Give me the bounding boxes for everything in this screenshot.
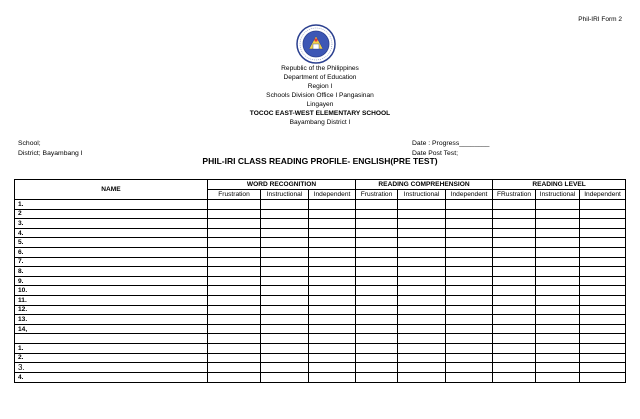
table-cell[interactable] bbox=[398, 334, 446, 344]
table-cell[interactable] bbox=[398, 219, 446, 229]
table-cell[interactable] bbox=[261, 228, 309, 238]
table-cell[interactable] bbox=[580, 219, 626, 229]
table-cell[interactable] bbox=[261, 238, 309, 248]
table-cell[interactable] bbox=[356, 315, 398, 325]
table-cell[interactable] bbox=[398, 238, 446, 248]
table-cell[interactable] bbox=[446, 247, 493, 257]
table-cell[interactable] bbox=[493, 334, 536, 344]
table-cell[interactable] bbox=[493, 286, 536, 296]
table-cell[interactable] bbox=[446, 315, 493, 325]
table-cell[interactable] bbox=[536, 209, 580, 219]
table-cell[interactable] bbox=[536, 343, 580, 353]
table-cell[interactable] bbox=[356, 363, 398, 373]
wr-independent-header: Independent bbox=[309, 190, 356, 200]
table-cell[interactable] bbox=[446, 373, 493, 383]
country-line: Republic of the Philippines bbox=[281, 65, 359, 72]
table-cell[interactable] bbox=[446, 257, 493, 267]
row-number: 2. bbox=[15, 353, 208, 363]
table-cell[interactable] bbox=[536, 257, 580, 267]
table-cell[interactable] bbox=[309, 334, 356, 344]
table-cell[interactable] bbox=[398, 276, 446, 286]
table-row bbox=[15, 295, 626, 305]
table-cell[interactable] bbox=[356, 286, 398, 296]
table-cell[interactable] bbox=[309, 324, 356, 334]
row-number: 14, bbox=[15, 324, 208, 334]
table-cell[interactable] bbox=[261, 315, 309, 325]
school-name: TOCOC EAST-WEST ELEMENTARY SCHOOL bbox=[249, 110, 391, 117]
table-cell[interactable] bbox=[493, 257, 536, 267]
table-cell[interactable] bbox=[208, 353, 261, 363]
table-cell[interactable] bbox=[536, 305, 580, 315]
table-cell[interactable] bbox=[580, 238, 626, 248]
table-cell[interactable] bbox=[208, 228, 261, 238]
table-cell[interactable] bbox=[309, 373, 356, 383]
table-cell[interactable] bbox=[261, 363, 309, 373]
table-cell[interactable] bbox=[493, 305, 536, 315]
row-number: 8. bbox=[15, 267, 208, 277]
table-cell[interactable] bbox=[446, 363, 493, 373]
table-cell[interactable] bbox=[208, 219, 261, 229]
table-cell[interactable] bbox=[356, 305, 398, 315]
table-cell[interactable] bbox=[309, 209, 356, 219]
table-cell[interactable] bbox=[356, 267, 398, 277]
row-number: 6. bbox=[15, 247, 208, 257]
division-line: Schools Division Office I Pangasinan bbox=[266, 92, 374, 99]
reading-level-header: READING LEVEL bbox=[493, 180, 626, 190]
reading-profile-table bbox=[14, 179, 626, 383]
table-cell[interactable] bbox=[398, 315, 446, 325]
table-cell[interactable] bbox=[208, 286, 261, 296]
table-cell[interactable] bbox=[309, 267, 356, 277]
table-row bbox=[15, 228, 626, 238]
table-cell[interactable] bbox=[536, 228, 580, 238]
table-cell[interactable] bbox=[309, 200, 356, 210]
table-cell[interactable] bbox=[261, 305, 309, 315]
row-number: 4. bbox=[15, 373, 208, 383]
region-line: Region I bbox=[307, 83, 333, 90]
table-cell[interactable] bbox=[536, 334, 580, 344]
table-cell[interactable] bbox=[208, 247, 261, 257]
rc-frustration-header: Frustration bbox=[356, 190, 398, 200]
department-line: Department of Education bbox=[283, 74, 357, 81]
school-field: School; bbox=[18, 140, 41, 147]
district-field: District; Bayambang I bbox=[18, 149, 83, 157]
deped-seal-icon bbox=[296, 24, 336, 64]
row-number: 13. bbox=[15, 315, 208, 325]
table-cell[interactable] bbox=[446, 209, 493, 219]
table-row bbox=[15, 200, 626, 210]
table-cell[interactable] bbox=[208, 267, 261, 277]
table-cell[interactable] bbox=[580, 305, 626, 315]
table-cell[interactable] bbox=[446, 343, 493, 353]
table-cell[interactable] bbox=[309, 295, 356, 305]
table-cell[interactable] bbox=[536, 200, 580, 210]
reading-comprehension-header: READING COMPREHENSION bbox=[356, 180, 493, 190]
table-cell[interactable] bbox=[493, 373, 536, 383]
table-cell[interactable] bbox=[356, 353, 398, 363]
table-row bbox=[15, 276, 626, 286]
table-cell[interactable] bbox=[493, 209, 536, 219]
table-row bbox=[15, 373, 626, 383]
table-cell[interactable] bbox=[446, 228, 493, 238]
row-number bbox=[15, 334, 208, 344]
table-row bbox=[15, 315, 626, 325]
row-number: 2 bbox=[15, 209, 208, 219]
table-cell[interactable] bbox=[356, 200, 398, 210]
table-cell[interactable] bbox=[356, 219, 398, 229]
table-cell[interactable] bbox=[536, 238, 580, 248]
table-cell[interactable] bbox=[208, 305, 261, 315]
table-cell[interactable] bbox=[580, 200, 626, 210]
table-row bbox=[15, 247, 626, 257]
table-cell[interactable] bbox=[398, 228, 446, 238]
name-header: NAME bbox=[15, 180, 208, 200]
table-cell[interactable] bbox=[208, 295, 261, 305]
table-cell[interactable] bbox=[398, 305, 446, 315]
table-cell[interactable] bbox=[580, 324, 626, 334]
table-cell[interactable] bbox=[398, 286, 446, 296]
table-cell[interactable] bbox=[208, 257, 261, 267]
rl-frustration-header: FRustration bbox=[493, 190, 536, 200]
table-cell[interactable] bbox=[398, 343, 446, 353]
table-cell[interactable] bbox=[309, 257, 356, 267]
table-cell[interactable] bbox=[309, 353, 356, 363]
table-cell[interactable] bbox=[261, 247, 309, 257]
table-cell[interactable] bbox=[398, 247, 446, 257]
table-cell[interactable] bbox=[536, 276, 580, 286]
table-cell[interactable] bbox=[580, 286, 626, 296]
table-cell[interactable] bbox=[580, 267, 626, 277]
table-cell[interactable] bbox=[446, 219, 493, 229]
table-cell[interactable] bbox=[398, 324, 446, 334]
table-cell[interactable] bbox=[536, 353, 580, 363]
table-cell[interactable] bbox=[493, 228, 536, 238]
wr-instructional-header: Instructional bbox=[261, 190, 309, 200]
table-cell[interactable] bbox=[398, 267, 446, 277]
row-number: 3. bbox=[15, 363, 208, 373]
table-cell[interactable] bbox=[580, 257, 626, 267]
table-cell[interactable] bbox=[536, 247, 580, 257]
rc-instructional-header: Instructional bbox=[398, 190, 446, 200]
table-cell[interactable] bbox=[261, 257, 309, 267]
table-cell[interactable] bbox=[536, 286, 580, 296]
table-cell[interactable] bbox=[261, 324, 309, 334]
table-cell[interactable] bbox=[208, 276, 261, 286]
table-cell[interactable] bbox=[580, 209, 626, 219]
rl-instructional-header: Instructional bbox=[536, 190, 580, 200]
table-cell[interactable] bbox=[356, 334, 398, 344]
row-number: 1. bbox=[15, 200, 208, 210]
wr-frustration-header: Frustration bbox=[208, 190, 261, 200]
table-cell[interactable] bbox=[261, 267, 309, 277]
table-cell[interactable] bbox=[261, 219, 309, 229]
table-cell[interactable] bbox=[536, 373, 580, 383]
table-cell[interactable] bbox=[493, 200, 536, 210]
table-cell[interactable] bbox=[261, 373, 309, 383]
table-cell[interactable] bbox=[309, 238, 356, 248]
table-cell[interactable] bbox=[493, 267, 536, 277]
table-cell[interactable] bbox=[208, 238, 261, 248]
rc-independent-header: Independent bbox=[446, 190, 493, 200]
table-cell[interactable] bbox=[309, 315, 356, 325]
table-cell[interactable] bbox=[536, 324, 580, 334]
table-cell[interactable] bbox=[446, 334, 493, 344]
row-number: 1. bbox=[15, 343, 208, 353]
table-row bbox=[15, 363, 626, 373]
table-cell[interactable] bbox=[446, 276, 493, 286]
word-recognition-header: WORD RECOGNITION bbox=[208, 180, 356, 190]
table-cell[interactable] bbox=[356, 238, 398, 248]
district-line: Bayambang District I bbox=[289, 119, 351, 126]
table-cell[interactable] bbox=[398, 200, 446, 210]
table-cell[interactable] bbox=[309, 363, 356, 373]
table-row bbox=[15, 305, 626, 315]
table-row bbox=[15, 353, 626, 363]
table-row bbox=[15, 238, 626, 248]
letterhead bbox=[0, 64, 640, 127]
table-cell[interactable] bbox=[536, 295, 580, 305]
table-cell[interactable] bbox=[261, 200, 309, 210]
table-cell[interactable] bbox=[309, 219, 356, 229]
table-cell[interactable] bbox=[208, 343, 261, 353]
table-cell[interactable] bbox=[446, 353, 493, 363]
table-cell[interactable] bbox=[446, 295, 493, 305]
table-cell[interactable] bbox=[580, 343, 626, 353]
table-cell[interactable] bbox=[446, 305, 493, 315]
table-row bbox=[15, 209, 626, 219]
table-row bbox=[15, 324, 626, 334]
table-cell[interactable] bbox=[356, 247, 398, 257]
table-cell[interactable] bbox=[493, 353, 536, 363]
table-cell[interactable] bbox=[398, 295, 446, 305]
table-cell[interactable] bbox=[446, 267, 493, 277]
table-cell[interactable] bbox=[356, 228, 398, 238]
table-cell[interactable] bbox=[208, 373, 261, 383]
row-number: 9. bbox=[15, 276, 208, 286]
table-cell[interactable] bbox=[208, 209, 261, 219]
table-cell[interactable] bbox=[208, 334, 261, 344]
rl-independent-header: Independent bbox=[580, 190, 626, 200]
table-row bbox=[15, 334, 626, 344]
table-cell[interactable] bbox=[398, 257, 446, 267]
table-cell[interactable] bbox=[536, 267, 580, 277]
table-row bbox=[15, 257, 626, 267]
table-cell[interactable] bbox=[493, 363, 536, 373]
date-progress-field: Date : Progress________ bbox=[412, 140, 490, 147]
table-cell[interactable] bbox=[580, 334, 626, 344]
table-cell[interactable] bbox=[580, 373, 626, 383]
form-number: Phil-IRI Form 2 bbox=[578, 16, 622, 23]
table-cell[interactable] bbox=[580, 295, 626, 305]
table-cell[interactable] bbox=[536, 219, 580, 229]
row-number: 12. bbox=[15, 305, 208, 315]
table-cell[interactable] bbox=[356, 343, 398, 353]
table-cell[interactable] bbox=[493, 324, 536, 334]
table-cell[interactable] bbox=[261, 343, 309, 353]
table-row bbox=[15, 219, 626, 229]
table-row bbox=[15, 286, 626, 296]
table-row bbox=[15, 267, 626, 277]
table-cell[interactable] bbox=[493, 238, 536, 248]
table-cell[interactable] bbox=[309, 276, 356, 286]
table-cell[interactable] bbox=[398, 353, 446, 363]
table-cell[interactable] bbox=[356, 295, 398, 305]
table-cell[interactable] bbox=[446, 286, 493, 296]
table-row bbox=[15, 343, 626, 353]
table-cell[interactable] bbox=[398, 209, 446, 219]
table-cell[interactable] bbox=[356, 209, 398, 219]
table-cell[interactable] bbox=[208, 200, 261, 210]
table-cell[interactable] bbox=[261, 209, 309, 219]
table-cell[interactable] bbox=[309, 343, 356, 353]
row-number: 5. bbox=[15, 238, 208, 248]
table-cell[interactable] bbox=[208, 363, 261, 373]
table-cell[interactable] bbox=[536, 315, 580, 325]
table-cell[interactable] bbox=[261, 295, 309, 305]
table-cell[interactable] bbox=[356, 257, 398, 267]
table-cell[interactable] bbox=[309, 305, 356, 315]
town-line: Lingayen bbox=[306, 101, 334, 108]
table-cell[interactable] bbox=[356, 373, 398, 383]
table-cell[interactable] bbox=[493, 276, 536, 286]
table-cell[interactable] bbox=[580, 228, 626, 238]
table-cell[interactable] bbox=[356, 276, 398, 286]
table-cell[interactable] bbox=[261, 353, 309, 363]
row-number: 10. bbox=[15, 286, 208, 296]
table-cell[interactable] bbox=[309, 247, 356, 257]
page-title: PHIL-IRI CLASS READING PROFILE- ENGLISH(PRE TEST) bbox=[202, 156, 438, 166]
table-cell[interactable] bbox=[580, 363, 626, 373]
table-cell[interactable] bbox=[309, 228, 356, 238]
table-cell[interactable] bbox=[446, 238, 493, 248]
row-number: 7. bbox=[15, 257, 208, 267]
table-cell[interactable] bbox=[208, 324, 261, 334]
table-cell[interactable] bbox=[493, 295, 536, 305]
table-cell[interactable] bbox=[356, 324, 398, 334]
table-cell[interactable] bbox=[493, 315, 536, 325]
table-cell[interactable] bbox=[493, 219, 536, 229]
table-cell[interactable] bbox=[580, 315, 626, 325]
table-cell[interactable] bbox=[580, 353, 626, 363]
row-number: 3. bbox=[15, 219, 208, 229]
row-number: 11. bbox=[15, 295, 208, 305]
table-cell[interactable] bbox=[261, 334, 309, 344]
table-cell[interactable] bbox=[536, 363, 580, 373]
table-cell[interactable] bbox=[398, 373, 446, 383]
table-cell[interactable] bbox=[580, 247, 626, 257]
table-cell[interactable] bbox=[398, 363, 446, 373]
table-cell[interactable] bbox=[261, 276, 309, 286]
table-cell[interactable] bbox=[446, 200, 493, 210]
table-cell[interactable] bbox=[493, 343, 536, 353]
table-cell[interactable] bbox=[580, 276, 626, 286]
table-cell[interactable] bbox=[446, 324, 493, 334]
table-cell[interactable] bbox=[493, 247, 536, 257]
table-cell[interactable] bbox=[261, 286, 309, 296]
date-post-field: Date Post Test; bbox=[412, 149, 458, 157]
table-cell[interactable] bbox=[309, 286, 356, 296]
row-number: 4. bbox=[15, 228, 208, 238]
table-cell[interactable] bbox=[208, 315, 261, 325]
